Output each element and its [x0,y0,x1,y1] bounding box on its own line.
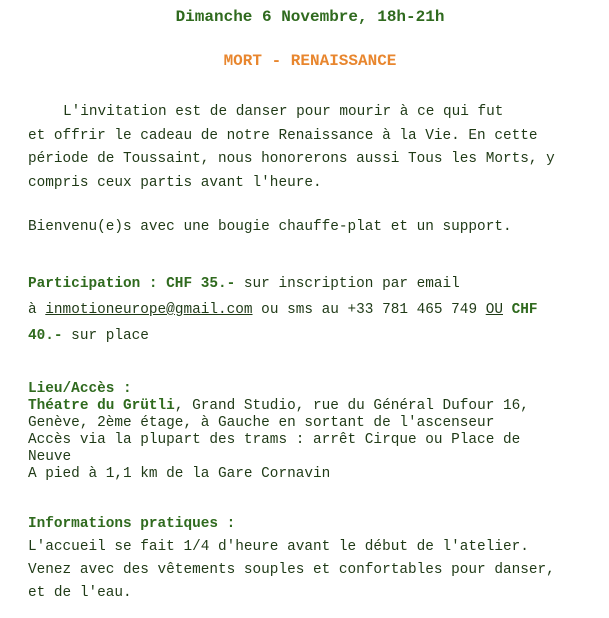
participation-section [28,271,603,349]
intro-line-3: période de Toussaint, nous honorerons aussi Tous les Morts, y [28,151,555,167]
welcome-text: Bienvenu(e)s avec une bougie chauffe-plat et un support. [28,219,512,235]
participation-label: Participation : CHF 35.- [28,276,236,292]
chf-label: CHF [511,302,538,318]
venue-name: Théatre du Grütli [28,398,175,414]
participation-text-2: ou sms au +33 781 465 749 [252,302,486,318]
location-section [28,381,603,483]
location-line-4: Neuve [28,449,72,465]
participation-prefix: à [28,302,46,318]
intro-paragraph [28,101,603,195]
intro-line-1: L'invitation est de danser pour mourir à ce qui fut [63,104,504,120]
event-title: MORT - RENAISSANCE [223,52,397,70]
practical-line-2: Venez avec des vêtements souples et confortables pour danser, [28,562,555,578]
on-site-price: 40.- [28,328,63,344]
email-link[interactable]: inmotioneurope@gmail.com [45,302,253,318]
participation-text-1: sur inscription par email [235,276,460,292]
participation-space [503,302,512,318]
intro-line-2: et offrir le cadeau de notre Renaissance à la Vie. En cette [28,127,538,144]
or-text: OU [485,302,503,318]
location-label: Lieu/Accès : [28,381,132,397]
location-line-1: , Grand Studio, rue du Général Dufour 16, [174,398,529,414]
location-line-5: A pied à 1,1 km de la Gare Cornavin [28,466,331,482]
participation-text-3: sur place [62,328,149,344]
practical-line-3: et de l'eau. [28,585,132,601]
welcome-paragraph [28,216,603,239]
practical-label: Informations pratiques : [28,516,236,532]
location-line-2: Genève, 2ème étage, à Gauche en sortant de l'ascenseur [28,415,495,431]
practical-line-1: L'accueil se fait 1/4 d'heure avant le début de l'atelier. [28,539,529,555]
practical-section [28,513,603,605]
location-line-3: Accès via la plupart des trams : arrêt Cirque ou Place de [28,432,521,448]
intro-line-4: compris ceux partis avant l'heure. [28,174,322,191]
event-date: Dimanche 6 Novembre, 18h-21h [175,8,445,26]
